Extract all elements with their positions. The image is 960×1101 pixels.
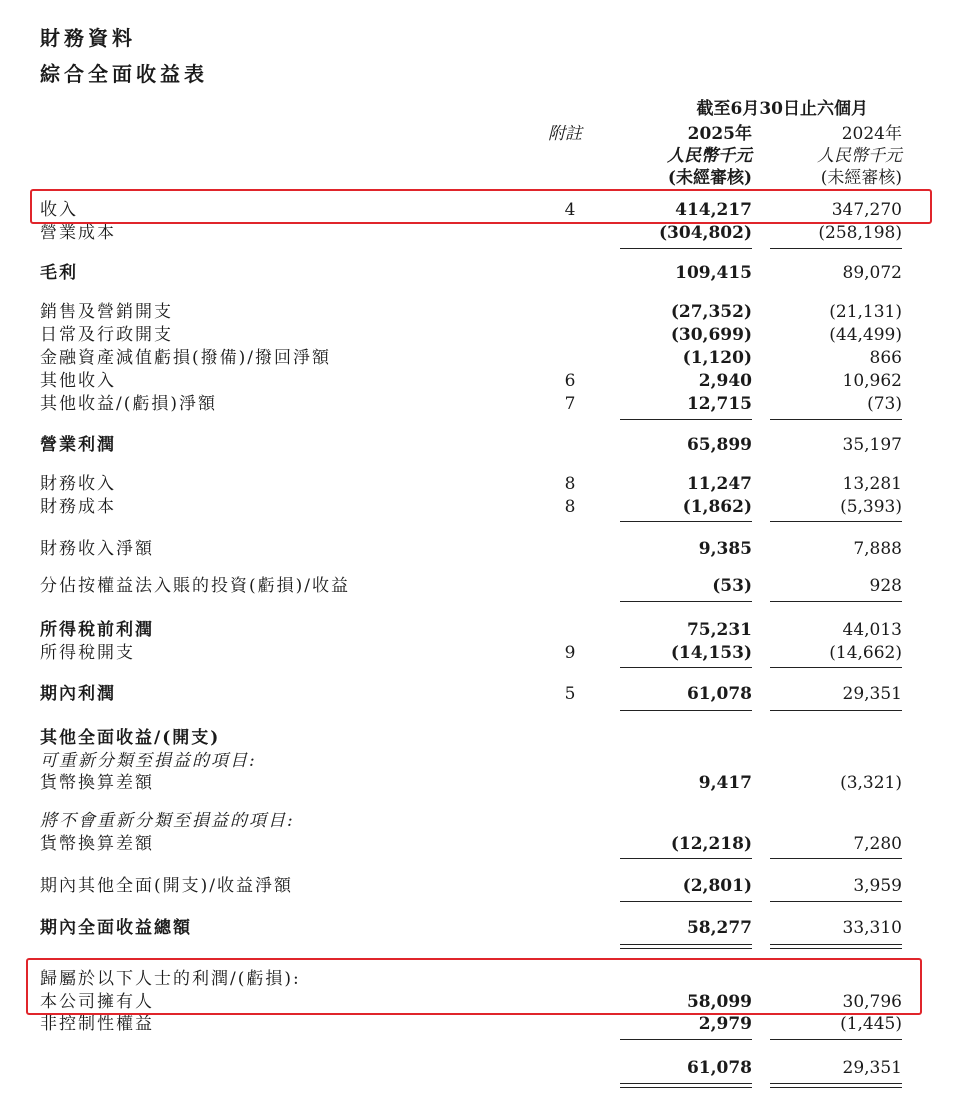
row-label: 可重新分類至損益的項目: [40, 751, 257, 771]
row-label: 其他收入 [40, 371, 116, 391]
row-label: 財務收入淨額 [40, 539, 154, 559]
subtotal-rule [620, 710, 752, 711]
value-2024: 35,197 [842, 435, 902, 455]
subtotal-rule [620, 667, 752, 668]
value-2025: 11,247 [686, 474, 752, 494]
row-fx-diff-reclass [0, 772, 960, 794]
value-2024: (5,393) [840, 497, 902, 517]
row-non-controlling [0, 1013, 960, 1035]
value-2025: 75,231 [686, 620, 752, 640]
total-double-rule [620, 944, 752, 949]
row-label: 財務收入 [40, 474, 116, 494]
value-2024: (21,131) [829, 302, 902, 322]
value-2025: (14,153) [670, 643, 752, 663]
row-label: 毛利 [40, 263, 78, 283]
subtotal-rule [770, 1039, 902, 1040]
value-2024: (73) [867, 394, 902, 414]
row-note: 7 [564, 394, 576, 414]
value-2025: (1,862) [682, 497, 752, 517]
value-2024: 29,351 [842, 1058, 902, 1078]
value-2024: (1,445) [840, 1014, 902, 1034]
row-label: 所得稅前利潤 [40, 620, 154, 640]
value-2024: 7,888 [853, 539, 902, 559]
value-2024: 13,281 [842, 474, 902, 494]
row-label: 營業成本 [40, 223, 116, 243]
value-2024: (258,198) [818, 223, 902, 243]
value-2024: 89,072 [842, 263, 902, 283]
row-reclassifiable-heading [0, 750, 960, 772]
value-2024: 866 [869, 348, 902, 368]
row-other-income [0, 370, 960, 392]
row-fx-diff-non-reclass [0, 833, 960, 855]
value-2025: 2,940 [698, 371, 752, 391]
subtotal-rule [770, 419, 902, 420]
total-double-rule [770, 944, 902, 949]
col-2024-year: 2024年 [841, 124, 902, 144]
value-2024: 29,351 [842, 684, 902, 704]
value-2025: 61,078 [686, 1058, 752, 1078]
row-non-reclassifiable-heading [0, 810, 960, 832]
value-2024: (44,499) [829, 325, 902, 345]
row-note: 8 [564, 474, 576, 494]
row-share-of-investments [0, 575, 960, 597]
row-oci-heading [0, 727, 960, 749]
row-finance-costs [0, 496, 960, 518]
row-profit-before-tax [0, 619, 960, 641]
value-2025: (2,801) [682, 876, 752, 896]
value-2025: (27,352) [670, 302, 752, 322]
subtotal-rule [620, 858, 752, 859]
value-2025: (12,218) [670, 834, 752, 854]
row-admin-expenses [0, 324, 960, 346]
subtotal-rule [770, 858, 902, 859]
value-2024: 3,959 [853, 876, 902, 896]
value-2024: (14,662) [829, 643, 902, 663]
value-2025: 414,217 [675, 200, 752, 220]
subtotal-rule [770, 248, 902, 249]
value-2024: 928 [869, 576, 902, 596]
col-2024-unit: 人民幣千元 [817, 146, 902, 166]
value-2025: 9,385 [698, 539, 752, 559]
row-label: 貨幣換算差額 [40, 773, 154, 793]
period-header: 截至6月30日止六個月 [696, 99, 868, 119]
row-finance-income [0, 473, 960, 495]
subtotal-rule [770, 601, 902, 602]
row-gross-profit [0, 262, 960, 284]
row-total-comprehensive-income [0, 917, 960, 939]
subtotal-rule [620, 901, 752, 902]
value-2024: 10,962 [842, 371, 902, 391]
value-2025: 65,899 [686, 435, 752, 455]
value-2025: 12,715 [686, 394, 752, 414]
value-2025: 2,979 [698, 1014, 752, 1034]
subtotal-rule [770, 710, 902, 711]
total-double-rule [770, 1083, 902, 1088]
value-2024: 33,310 [842, 918, 902, 938]
row-label: 金融資產減值虧損(撥備)/撥回淨額 [40, 348, 331, 368]
subtotal-rule [770, 521, 902, 522]
row-net-oci [0, 875, 960, 897]
row-other-gains [0, 393, 960, 415]
row-note: 9 [564, 643, 576, 663]
row-label: 其他全面收益/(開支) [40, 728, 221, 748]
row-cost-of-sales [0, 222, 960, 244]
statement-title: 綜合全面收益表 [40, 62, 208, 86]
row-label: 期內其他全面(開支)/收益淨額 [40, 876, 293, 896]
col-2025-audit: (未經審核) [667, 168, 752, 188]
value-2024: 44,013 [842, 620, 902, 640]
subtotal-rule [620, 248, 752, 249]
value-2024: 7,280 [853, 834, 902, 854]
value-2025: 58,277 [686, 918, 752, 938]
row-note: 4 [564, 200, 576, 220]
row-label: 銷售及營銷開支 [40, 302, 173, 322]
col-2024-audit: (未經審核) [820, 168, 902, 188]
row-label: 非控制性權益 [40, 1014, 154, 1034]
note-header: 附註 [548, 124, 582, 144]
row-label: 營業利潤 [40, 435, 116, 455]
row-note: 8 [564, 497, 576, 517]
row-label: 本公司擁有人 [40, 992, 154, 1012]
row-label: 所得稅開支 [40, 643, 135, 663]
subtotal-rule [770, 667, 902, 668]
value-2025: (53) [712, 576, 752, 596]
row-label: 期內利潤 [40, 684, 116, 704]
row-label: 財務成本 [40, 497, 116, 517]
highlight-box-attributable [26, 958, 922, 1015]
subtotal-rule [770, 901, 902, 902]
row-attributable-total [0, 1057, 960, 1079]
row-label: 歸屬於以下人士的利潤/(虧損): [40, 969, 301, 989]
value-2025: (1,120) [682, 348, 752, 368]
subtotal-rule [620, 521, 752, 522]
value-2025: (304,802) [659, 223, 752, 243]
section-title: 財務資料 [40, 26, 136, 50]
row-label: 分佔按權益法入賬的投資(虧損)/收益 [40, 576, 350, 596]
row-label: 貨幣換算差額 [40, 834, 154, 854]
subtotal-rule [620, 419, 752, 420]
value-2025: 61,078 [686, 684, 752, 704]
value-2025: (30,699) [670, 325, 752, 345]
highlight-box-revenue [30, 189, 932, 224]
value-2024: 30,796 [842, 992, 902, 1012]
row-operating-profit [0, 434, 960, 456]
subtotal-rule [620, 1039, 752, 1040]
col-2025-year: 2025年 [687, 124, 752, 144]
col-2025-unit: 人民幣千元 [667, 146, 752, 166]
total-double-rule [620, 1083, 752, 1088]
row-label: 期內全面收益總額 [40, 918, 192, 938]
value-2024: (3,321) [840, 773, 902, 793]
value-2024: 347,270 [831, 200, 902, 220]
row-label: 收入 [40, 200, 78, 220]
value-2025: 109,415 [675, 263, 752, 283]
value-2025: 58,099 [686, 992, 752, 1012]
row-label: 其他收益/(虧損)淨額 [40, 394, 217, 414]
row-selling-expenses [0, 301, 960, 323]
row-income-tax [0, 642, 960, 664]
row-net-finance-income [0, 538, 960, 560]
row-impairment [0, 347, 960, 369]
row-profit-for-period [0, 683, 960, 705]
row-label: 日常及行政開支 [40, 325, 173, 345]
row-note: 6 [564, 371, 576, 391]
value-2025: 9,417 [698, 773, 752, 793]
row-note: 5 [564, 684, 576, 704]
subtotal-rule [620, 601, 752, 602]
row-label: 將不會重新分類至損益的項目: [40, 811, 295, 831]
